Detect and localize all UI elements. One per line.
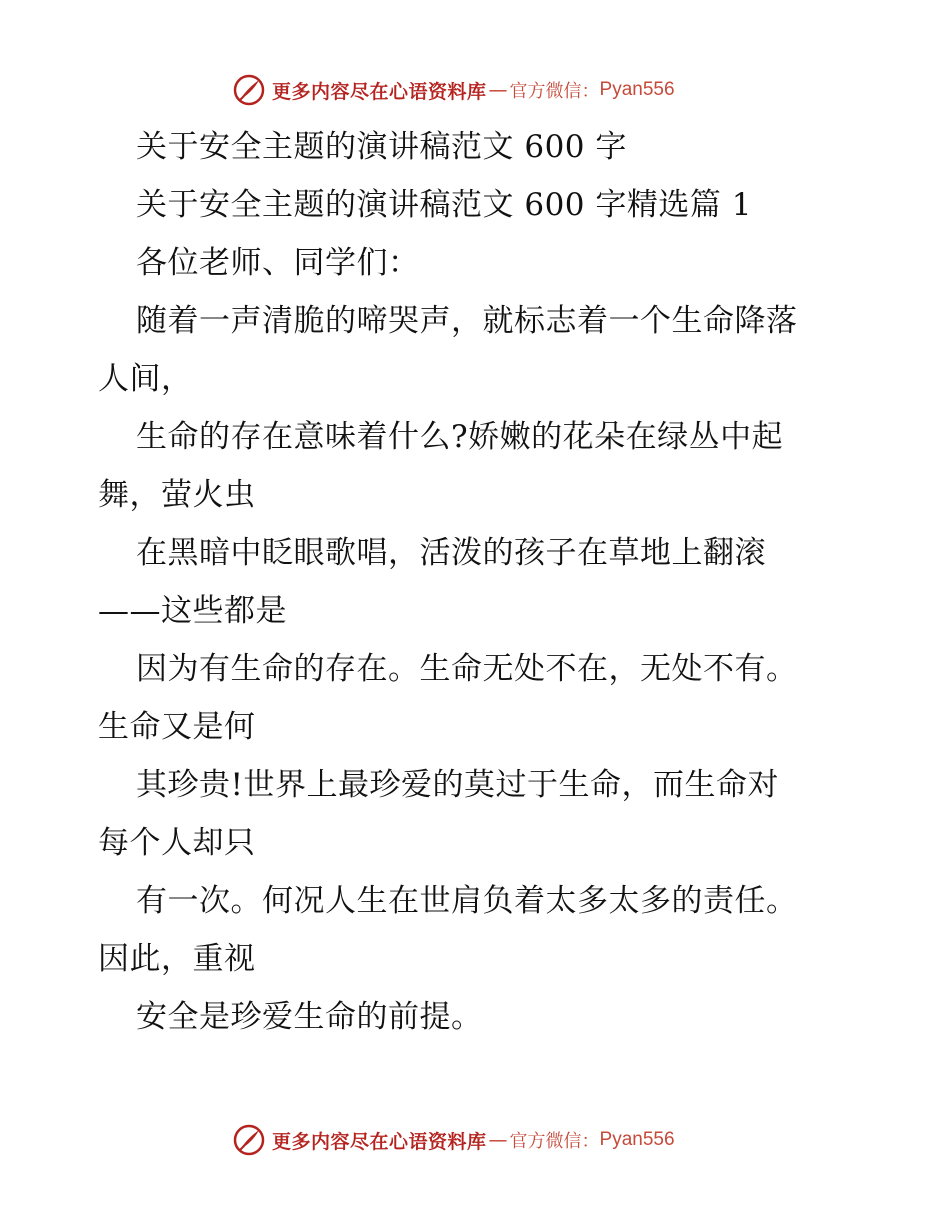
footer-banner	[232, 1123, 675, 1157]
quill-logo-icon	[232, 73, 266, 107]
paragraph-line: 生命的存在意味着什么?娇嫩的花朵在绿丛中起	[136, 419, 784, 455]
header-dash: —	[488, 79, 508, 101]
paragraph-line: 人间，	[98, 361, 193, 397]
document-title: 关于安全主题的演讲稿范文 600 字	[136, 129, 627, 165]
paragraph-line: 舞，萤火虫	[98, 477, 256, 513]
header-wechat-handle: Pyan556	[599, 79, 675, 100]
paragraph-line: 因为有生命的存在。生命无处不在，无处不有。	[136, 651, 798, 687]
paragraph-line: 生命又是何	[98, 709, 256, 745]
footer-dash: —	[488, 1129, 508, 1151]
header-brand-text: 更多内容尽在心语资料库	[272, 80, 487, 103]
footer-brand-text: 更多内容尽在心语资料库	[272, 1130, 487, 1153]
document-subtitle: 关于安全主题的演讲稿范文 600 字精选篇 1	[136, 187, 752, 223]
header-banner	[232, 73, 675, 107]
paragraph-line: ——这些都是	[98, 593, 287, 629]
header-wechat-label: 官方微信：	[509, 81, 600, 102]
footer-wechat-handle: Pyan556	[599, 1129, 675, 1150]
paragraph-line: 有一次。何况人生在世肩负着太多太多的责任。	[136, 883, 798, 919]
quill-logo-icon	[232, 1123, 266, 1157]
document-body	[98, 118, 858, 1046]
paragraph-line: 随着一声清脆的啼哭声，就标志着一个生命降落	[136, 303, 798, 339]
salutation-line: 各位老师、同学们：	[136, 245, 420, 281]
paragraph-line: 在黑暗中眨眼歌唱，活泼的孩子在草地上翻滚	[136, 535, 766, 571]
paragraph-line: 因此，重视	[98, 941, 256, 977]
paragraph-line: 安全是珍爱生命的前提。	[136, 999, 483, 1035]
paragraph-line: 每个人却只	[98, 825, 256, 861]
footer-wechat-label: 官方微信：	[509, 1131, 600, 1152]
paragraph-line: 其珍贵!世界上最珍爱的莫过于生命，而生命对	[136, 767, 779, 803]
